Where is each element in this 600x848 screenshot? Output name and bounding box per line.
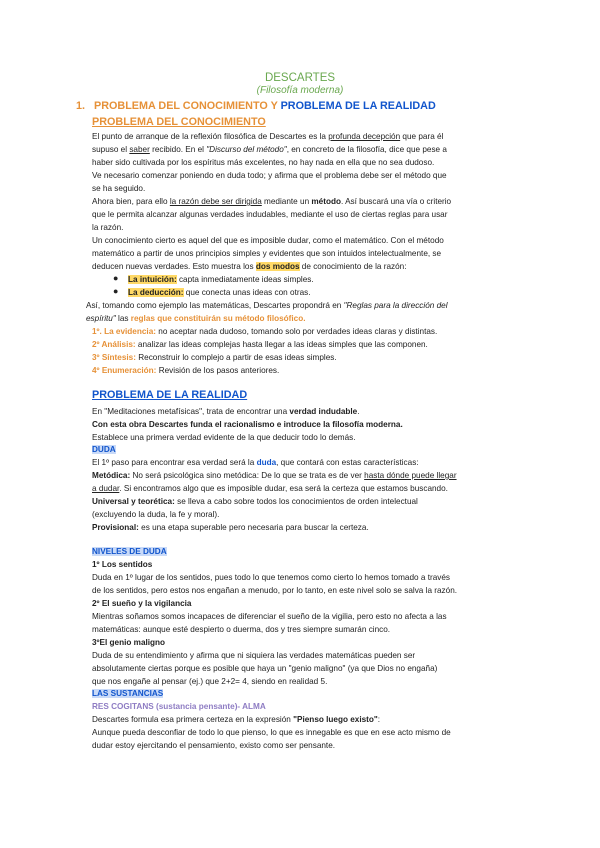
paragraph-line: Ve necesario comenzar poniendo en duda todo; y afirma que el problema debe ser el método que bbox=[92, 171, 447, 180]
heading-conj: Y bbox=[267, 100, 281, 112]
label-sustancias: LAS SUSTANCIAS bbox=[92, 689, 164, 698]
subheading-realidad: PROBLEMA DE LA REALIDAD bbox=[92, 389, 248, 401]
paragraph-line: Establece una primera verdad evidente de la que deducir todo lo demás. bbox=[92, 433, 356, 442]
paragraph-line: Aunque pueda desconfiar de todo lo que pienso, lo que es innegable es que en ese acto mismo de bbox=[92, 728, 451, 737]
document-title: DESCARTES bbox=[264, 72, 336, 84]
paragraph-line: que nos engañe al pensar (ej.) que 2+2= 4, siendo en realidad 5. bbox=[92, 677, 328, 686]
res-cogitans-heading: RES COGITANS (sustancia pensante)- ALMA bbox=[92, 702, 266, 711]
paragraph-line: El punto de arranque de la reflexión filosófica de Descartes es la profunda decepción que para él bbox=[92, 132, 444, 141]
heading-number: 1. bbox=[76, 100, 86, 112]
paragraph-line: a dudar. Si encontramos algo que es imposible dudar, esa será la certeza que estamos buscando. bbox=[92, 484, 448, 493]
paragraph-line: matemáticas: aunque esté despierto o duerma, dos y tres siempre sumarán cinco. bbox=[92, 625, 391, 634]
paragraph-line: que le permita alcanzar algunas verdades indudables, mediante el uso de ciertas reglas para usar bbox=[92, 210, 448, 219]
paragraph-line: En "Meditaciones metafísicas", trata de encontrar una verdad indudable. bbox=[92, 407, 360, 416]
bullet-dot: ● bbox=[113, 286, 119, 296]
label-niveles: NIVELES DE DUDA bbox=[92, 547, 167, 556]
list-item: 3º Síntesis: Reconstruir lo complejo a partir de esas ideas simples. bbox=[92, 353, 337, 362]
level-heading: 1º Los sentidos bbox=[92, 560, 153, 569]
paragraph-line: Así, tomando como ejemplo las matemáticas, Descartes propondrá en "Reglas para la dirección del bbox=[86, 301, 448, 310]
heading-part-a: PROBLEMA DEL CONOCIMIENTO bbox=[94, 100, 268, 112]
paragraph-line: Provisional: es una etapa superable pero necesaria para buscar la certeza. bbox=[92, 523, 369, 532]
paragraph-line: haber sido cultivada por los espíritus más excelentes, no hay nada en ella que no sea dudoso. bbox=[92, 158, 435, 167]
paragraph-line: Ahora bien, para ello la razón debe ser dirigida mediante un método. Así buscará una vía o criterio bbox=[92, 197, 452, 206]
paragraph-line: de los sentidos, pero estos nos engañan a menudo, por lo tanto, en este nivel solo se salva la razón. bbox=[92, 586, 458, 595]
paragraph-line: Metódica: No será psicológica sino metódica: De lo que se trata es de ver hasta dónde puede llegar bbox=[92, 471, 457, 480]
level-heading: 3ºEl genio maligno bbox=[92, 638, 166, 647]
paragraph-line: Mientras soñamos somos incapaces de diferenciar el sueño de la vigilia, pero esto no afecta a las bbox=[92, 612, 447, 621]
paragraph-line: El 1º paso para encontrar esa verdad será la duda, que contará con estas características: bbox=[92, 458, 419, 467]
subheading-conocimiento: PROBLEMA DEL CONOCIMIENTO bbox=[92, 116, 266, 128]
list-item: La intuición: capta inmediatamente ideas simples. bbox=[128, 275, 314, 284]
paragraph-line: matemático a partir de unos principios simples y evidentes que son intuidos intelectualmente, se bbox=[92, 249, 442, 258]
paragraph-line: (excluyendo la duda, la fe y moral). bbox=[92, 510, 220, 519]
paragraph-line: dudar estoy ejercitando el pensamiento, existo como ser pensante. bbox=[92, 741, 336, 750]
paragraph-line: Descartes formula esa primera certeza en la expresión "Pienso luego existo": bbox=[92, 715, 381, 724]
section-heading-1 bbox=[76, 100, 436, 112]
paragraph-line: absolutamente ciertas porque es posible que haya un "genio maligno" (ya que Dios no engaña) bbox=[92, 664, 438, 673]
paragraph-line: deducen nuevas verdades. Esto muestra los dos modos de conocimiento de la razón: bbox=[92, 262, 407, 271]
heading-part-b: PROBLEMA DE LA REALIDAD bbox=[280, 100, 436, 112]
paragraph-line: se ha seguido. bbox=[92, 184, 146, 193]
paragraph-line: Duda de su entendimiento y afirma que ni siquiera las verdades matemáticas pueden ser bbox=[92, 651, 416, 660]
paragraph-line: supuso el saber recibido. En el "Discurso del método", en concreto de la filosofía, dice que pese a bbox=[92, 145, 447, 154]
paragraph-line: la razón. bbox=[92, 223, 124, 232]
paragraph-line: Con esta obra Descartes funda el racionalismo e introduce la filosofía moderna. bbox=[92, 420, 403, 429]
paragraph-line: espíritu" las reglas que constituirán su método filosófico. bbox=[86, 314, 306, 323]
paragraph-line: Un conocimiento cierto es aquel del que es imposible dudar, como el matemático. Con el método bbox=[92, 236, 444, 245]
paragraph-line: Universal y teorética: se lleva a cabo sobre todos los conocimientos de orden intelectual bbox=[92, 497, 418, 506]
list-item: 2º Análisis: analizar las ideas complejas hasta llegar a las ideas simples que las componen. bbox=[92, 340, 428, 349]
list-item: La deducción: que conecta unas ideas con otras. bbox=[128, 288, 311, 297]
document-subtitle: (Filosofía moderna) bbox=[256, 85, 344, 96]
list-item: 4º Enumeración: Revisión de los pasos anteriores. bbox=[92, 366, 280, 375]
paragraph-line: Duda en 1º lugar de los sentidos, pues todo lo que tenemos como cierto lo hemos tomado a través bbox=[92, 573, 450, 582]
list-item: 1º. La evidencia: no aceptar nada dudoso, tomando solo por verdades ideas claras y distintas. bbox=[92, 327, 438, 336]
bullet-dot: ● bbox=[113, 273, 119, 283]
level-heading: 2º El sueño y la vigilancia bbox=[92, 599, 192, 608]
label-duda: DUDA bbox=[92, 445, 116, 454]
